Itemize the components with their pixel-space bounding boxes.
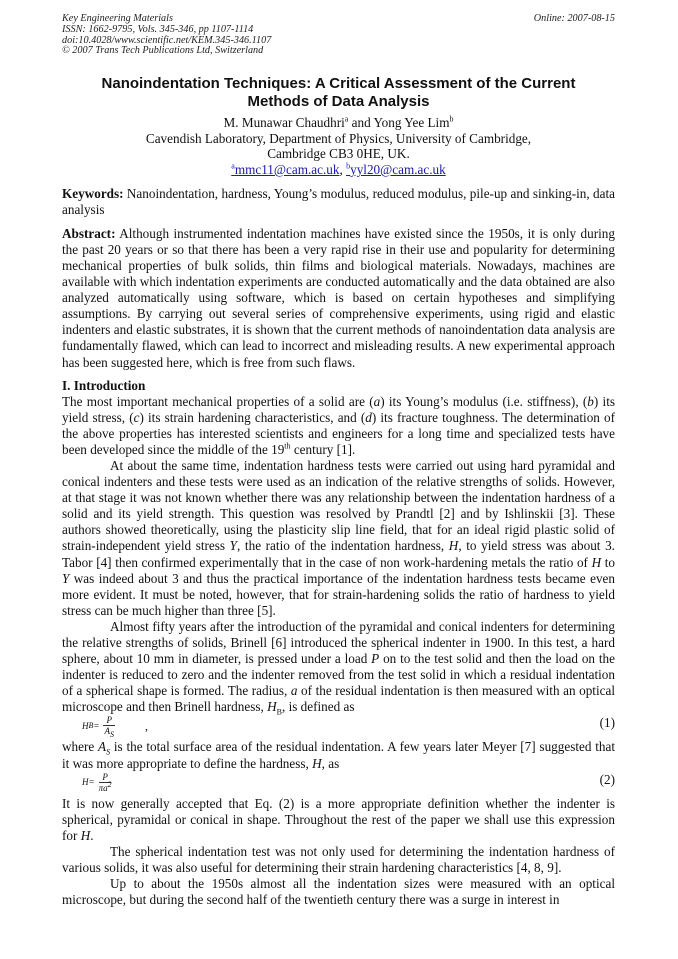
email-text: yyl20@cam.ac.uk bbox=[350, 161, 446, 177]
doi-line: doi:10.4028/www.scientific.net/KEM.345-346.1107 bbox=[62, 34, 272, 46]
email-line bbox=[62, 162, 615, 178]
section-heading: I. Introduction bbox=[62, 377, 146, 393]
email-marker: a bbox=[231, 161, 235, 171]
paragraph: where $A_S$ is the total surface area of the residual indentation. A few years later Meyer [7] suggested that it was more appropriate to define the hardness, H, as bbox=[62, 739, 616, 771]
keywords-label: Keywords: bbox=[62, 185, 124, 201]
journal-name: Key Engineering Materials bbox=[62, 13, 173, 24]
paragraph: At about the same time, indentation hardness tests were carried out using hard pyramidal and conical indenters and these tests were used as an indication of the relative strengths of solids. However, at that stage it was not known whether there was any relationship between the indentation hardness of a solid and its yield strength. This question was resolved by Prandtl [2] and by Ishlinskii [3]. These authors showed theoretically, using the plasticity slip line field, that for an ideal rigid plastic solid of strain-independent yield stress Y, the ratio of the indentation hardness, H, to yield stress was about 3. Tabor [4] then confirmed experimentally that in the case of non work-hardening metals the ratio of H to Y was indeed about 3 and thus the practical importance of the indentation hardness tests became even more evident. It must be noted, however, that for strain-hardening solids the ratio of hardness to yield stress can be much higher than three [5]. bbox=[62, 457, 615, 618]
abstract-text: Although instrumented indentation machines have existed since the 1950s, it is only during the past 20 years or so that there has been a very rapid rise in their use and popularity for determining mechanical properties of bulk solids, thin films and biological materials. Nowadays, machines are available with which indentation experiments are conducted automatically and the data obtained are also analyzed automatically using software, which is based on certain hypotheses and simplifying assumptions. By carrying out several series of comprehensive experiments, using rigid and elastic indenters and elastic substrates, it is shown that the current methods of nanoindentation data analysis are fundamentally flawed, which can lead to incorrect and misleading results. A new experimental approach has been suggested here, which is free from such flaws. bbox=[62, 225, 615, 370]
author-name: Yong Yee Lim bbox=[373, 115, 450, 131]
copyright-line: © 2007 Trans Tech Publications Ltd, Switzerland bbox=[62, 45, 264, 57]
equation-number: (1) bbox=[599, 715, 615, 731]
affiliation bbox=[62, 131, 615, 178]
author-line bbox=[62, 115, 615, 131]
email-separator: , bbox=[339, 161, 347, 177]
affiliation-line: Cambridge CB3 0HE, UK. bbox=[267, 146, 410, 162]
paragraph: Up to about the 1950s almost all the indentation sizes were measured with an optical microscope, but during the second half of the twentieth century there was a surge in interest in bbox=[62, 876, 615, 908]
email-marker: b bbox=[346, 161, 351, 171]
email-text: mmc11@cam.ac.uk bbox=[234, 161, 340, 177]
paragraph: It is now generally accepted that Eq. (2) is a more appropriate definition whether the indenter is spherical, pyramidal or conical in shape. Throughout the rest of the paper we shall use this expression for H. bbox=[62, 795, 615, 843]
keywords-text: Nanoindentation, hardness, Young’s modulus, reduced modulus, pile-up and sinking-in, data analysis bbox=[62, 185, 615, 217]
paragraph: The most important mechanical properties of a solid are (a) its Young’s modulus (i.e. stiffness), (b) its yield stress, (c) its strain hardening characteristics, and (d) its fracture toughness. The determination of the above properties has interested scientists and engineers for a long time and specialized tests have been developed since the middle of the 19th century [1]. bbox=[62, 393, 615, 457]
equation-1: H B = $\frac{P}{A_S}$ , (1) bbox=[82, 715, 615, 740]
email-link[interactable] bbox=[346, 162, 446, 177]
issn-line: ISSN: 1662-9795, Vols. 345-346, pp 1107-1114 bbox=[62, 23, 254, 35]
affiliation-line: Cavendish Laboratory, Department of Physics, University of Cambridge, bbox=[145, 130, 532, 146]
author-conjunction: and bbox=[348, 115, 374, 131]
keywords bbox=[62, 186, 615, 218]
author-name: M. Munawar Chaudhri bbox=[223, 115, 345, 131]
paragraph: Almost fifty years after the introduction of the pyramidal and conical indenters for determining the relative strengths of solids, Brinell [6] introduced the spherical indenter in 1900. In this test, a hard sphere, about 10 mm in diameter, is pressed under a load P on to the test solid and then the load on the indenter is reduced to zero and the indenter removed from the test solid in which a residual indentation of a spherical shape is formed. The radius, a of the residual indentation is then measured with an optical microscope and then Brinell hardness, $H_B$, is defined as bbox=[62, 618, 615, 718]
paper-page bbox=[62, 14, 615, 908]
abstract bbox=[62, 226, 615, 371]
online-date: Online: 2007-08-15 bbox=[533, 13, 615, 24]
affiliation-marker: a bbox=[344, 114, 349, 124]
email-link[interactable] bbox=[231, 162, 339, 177]
equation-number: (2) bbox=[599, 771, 615, 787]
abstract-label: Abstract: bbox=[62, 225, 116, 241]
paragraph: The spherical indentation test was not only used for determining the indentation hardness of various solids, it was also useful for determining their strain hardening characteristics [4, 8, 9]. bbox=[62, 843, 615, 876]
equation-2: H = $\frac{P}{\pi a^2}$ (2) bbox=[82, 771, 615, 793]
affiliation-marker: b bbox=[449, 114, 454, 124]
paper-title: Nanoindentation Techniques: A Critical Assessment of the Current Methods of Data Analysis bbox=[101, 75, 576, 111]
journal-header bbox=[62, 14, 615, 57]
